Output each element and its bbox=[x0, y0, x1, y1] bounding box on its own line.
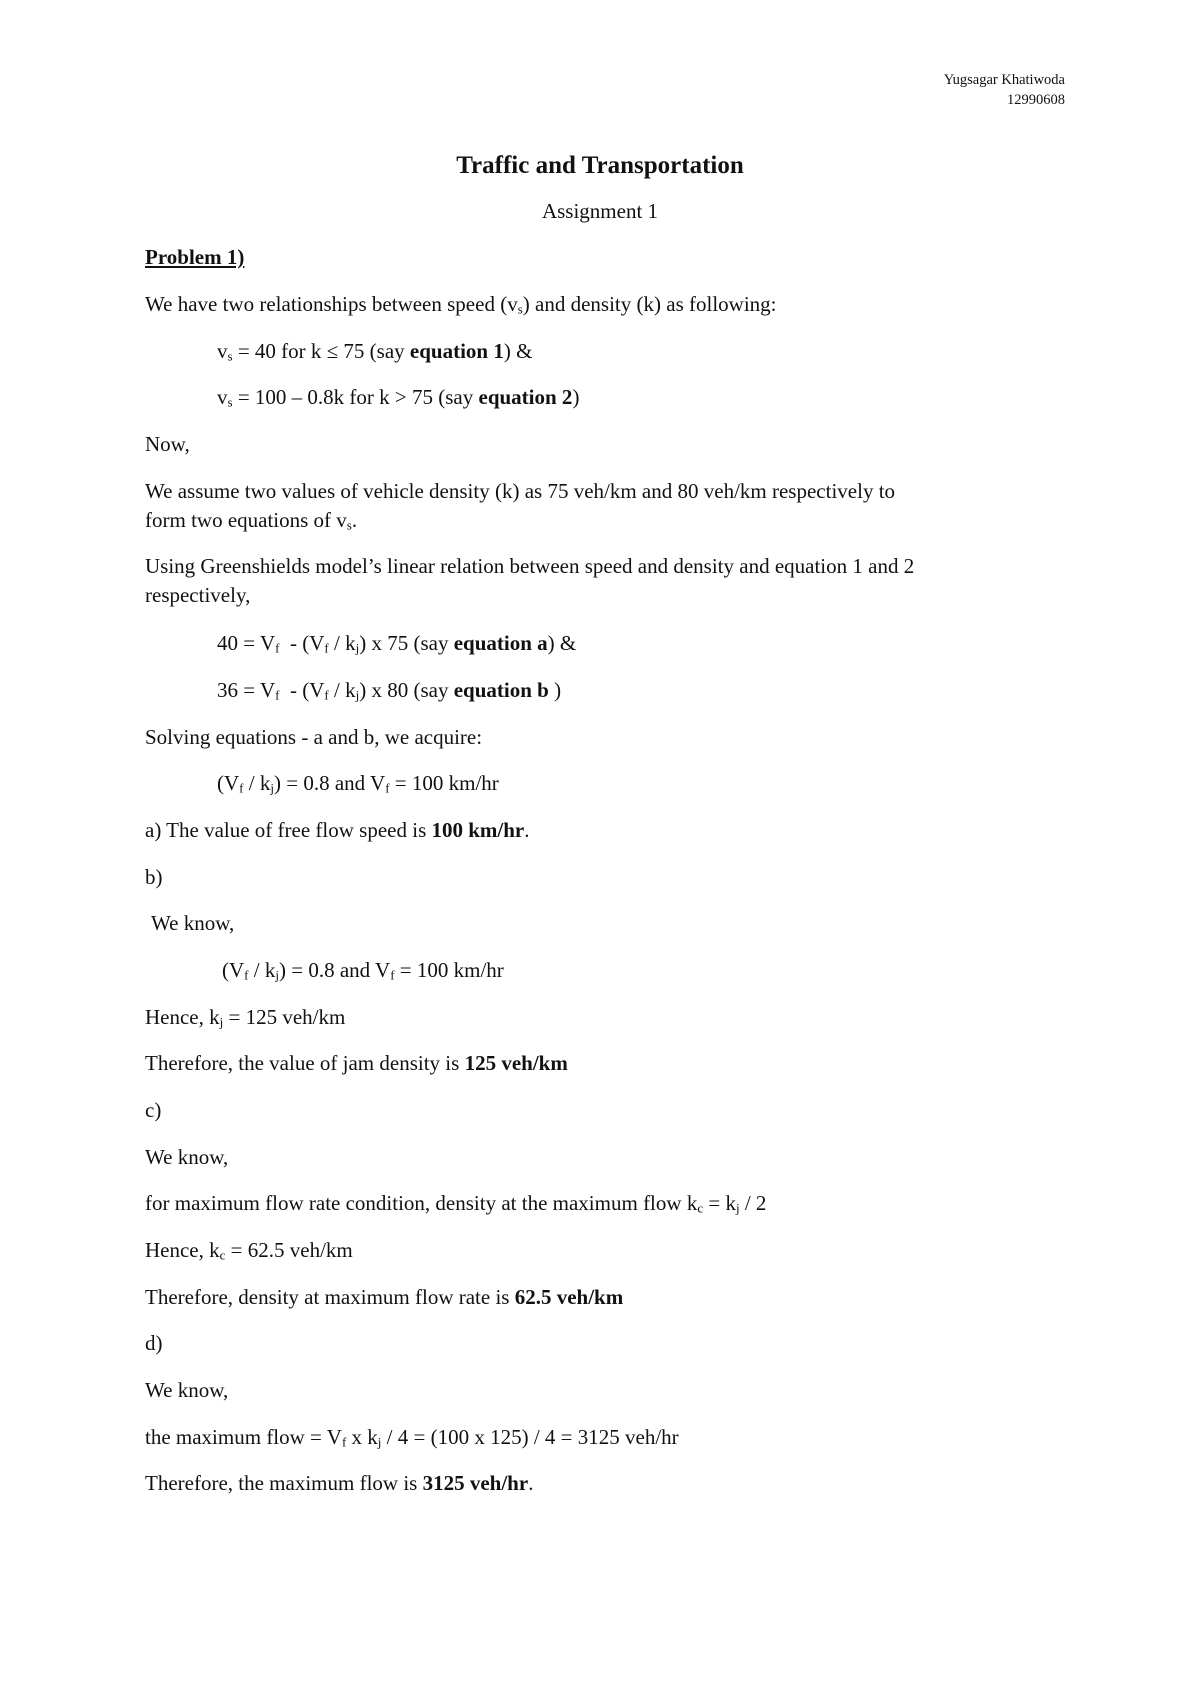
assignment-subtitle: Assignment 1 bbox=[541, 199, 659, 223]
equation-1: vs = 40 for k ≤ 75 (say equation 1) & bbox=[217, 339, 533, 364]
part-d-label: d) bbox=[145, 1331, 163, 1355]
jam-density-answer: Therefore, the value of jam density is 125 veh/km bbox=[145, 1051, 568, 1075]
we-know-text: We know, bbox=[145, 1145, 229, 1169]
now-text: Now, bbox=[145, 432, 190, 456]
solving-text: Solving equations - a and b, we acquire: bbox=[145, 725, 483, 749]
hence-kj: Hence, kj = 125 veh/km bbox=[145, 1005, 346, 1030]
max-flow-answer: Therefore, the maximum flow is 3125 veh/hr. bbox=[145, 1471, 534, 1495]
equation-b: 36 = Vf - (Vf / kj) x 80 (say equation b ) bbox=[217, 678, 562, 703]
hence-kc: Hence, kc = 62.5 veh/km bbox=[145, 1238, 353, 1263]
greenshields-line-1: Using Greenshields model’s linear relation between speed and density and equation 1 and 2 bbox=[145, 554, 915, 578]
part-a-answer: a) The value of free flow speed is 100 km/hr. bbox=[145, 818, 530, 842]
student-id: 12990608 bbox=[1007, 92, 1065, 108]
intro-paragraph: We have two relationships between speed (vs) and density (k) as following: bbox=[145, 292, 777, 317]
equation-2: vs = 100 – 0.8k for k > 75 (say equation 2) bbox=[217, 385, 580, 410]
density-at-max-answer: Therefore, density at maximum flow rate is 62.5 veh/km bbox=[145, 1285, 624, 1309]
max-flow-condition: for maximum flow rate condition, density at the maximum flow kc = kj / 2 bbox=[145, 1191, 767, 1216]
equation-a: 40 = Vf - (Vf / kj) x 75 (say equation a) & bbox=[217, 631, 577, 656]
max-flow-formula: the maximum flow = Vf x kj / 4 = (100 x 125) / 4 = 3125 veh/hr bbox=[145, 1425, 679, 1450]
result-equation: (Vf / kj) = 0.8 and Vf = 100 km/hr bbox=[217, 771, 499, 796]
greenshields-line-2: respectively, bbox=[145, 583, 251, 607]
part-c-label: c) bbox=[145, 1098, 162, 1122]
we-know-text: We know, bbox=[151, 911, 235, 935]
result-equation-repeat: (Vf / kj) = 0.8 and Vf = 100 km/hr bbox=[222, 958, 504, 983]
we-know-text: We know, bbox=[145, 1378, 229, 1402]
assume-line-2: form two equations of vs. bbox=[145, 508, 358, 533]
assume-line-1: We assume two values of vehicle density (k) as 75 veh/km and 80 veh/km respectively to bbox=[145, 479, 896, 503]
problem-heading: Problem 1) bbox=[145, 245, 245, 269]
author-name: Yugsagar Khatiwoda bbox=[943, 72, 1065, 88]
part-b-label: b) bbox=[145, 865, 163, 889]
document-title: Traffic and Transportation bbox=[456, 152, 744, 179]
